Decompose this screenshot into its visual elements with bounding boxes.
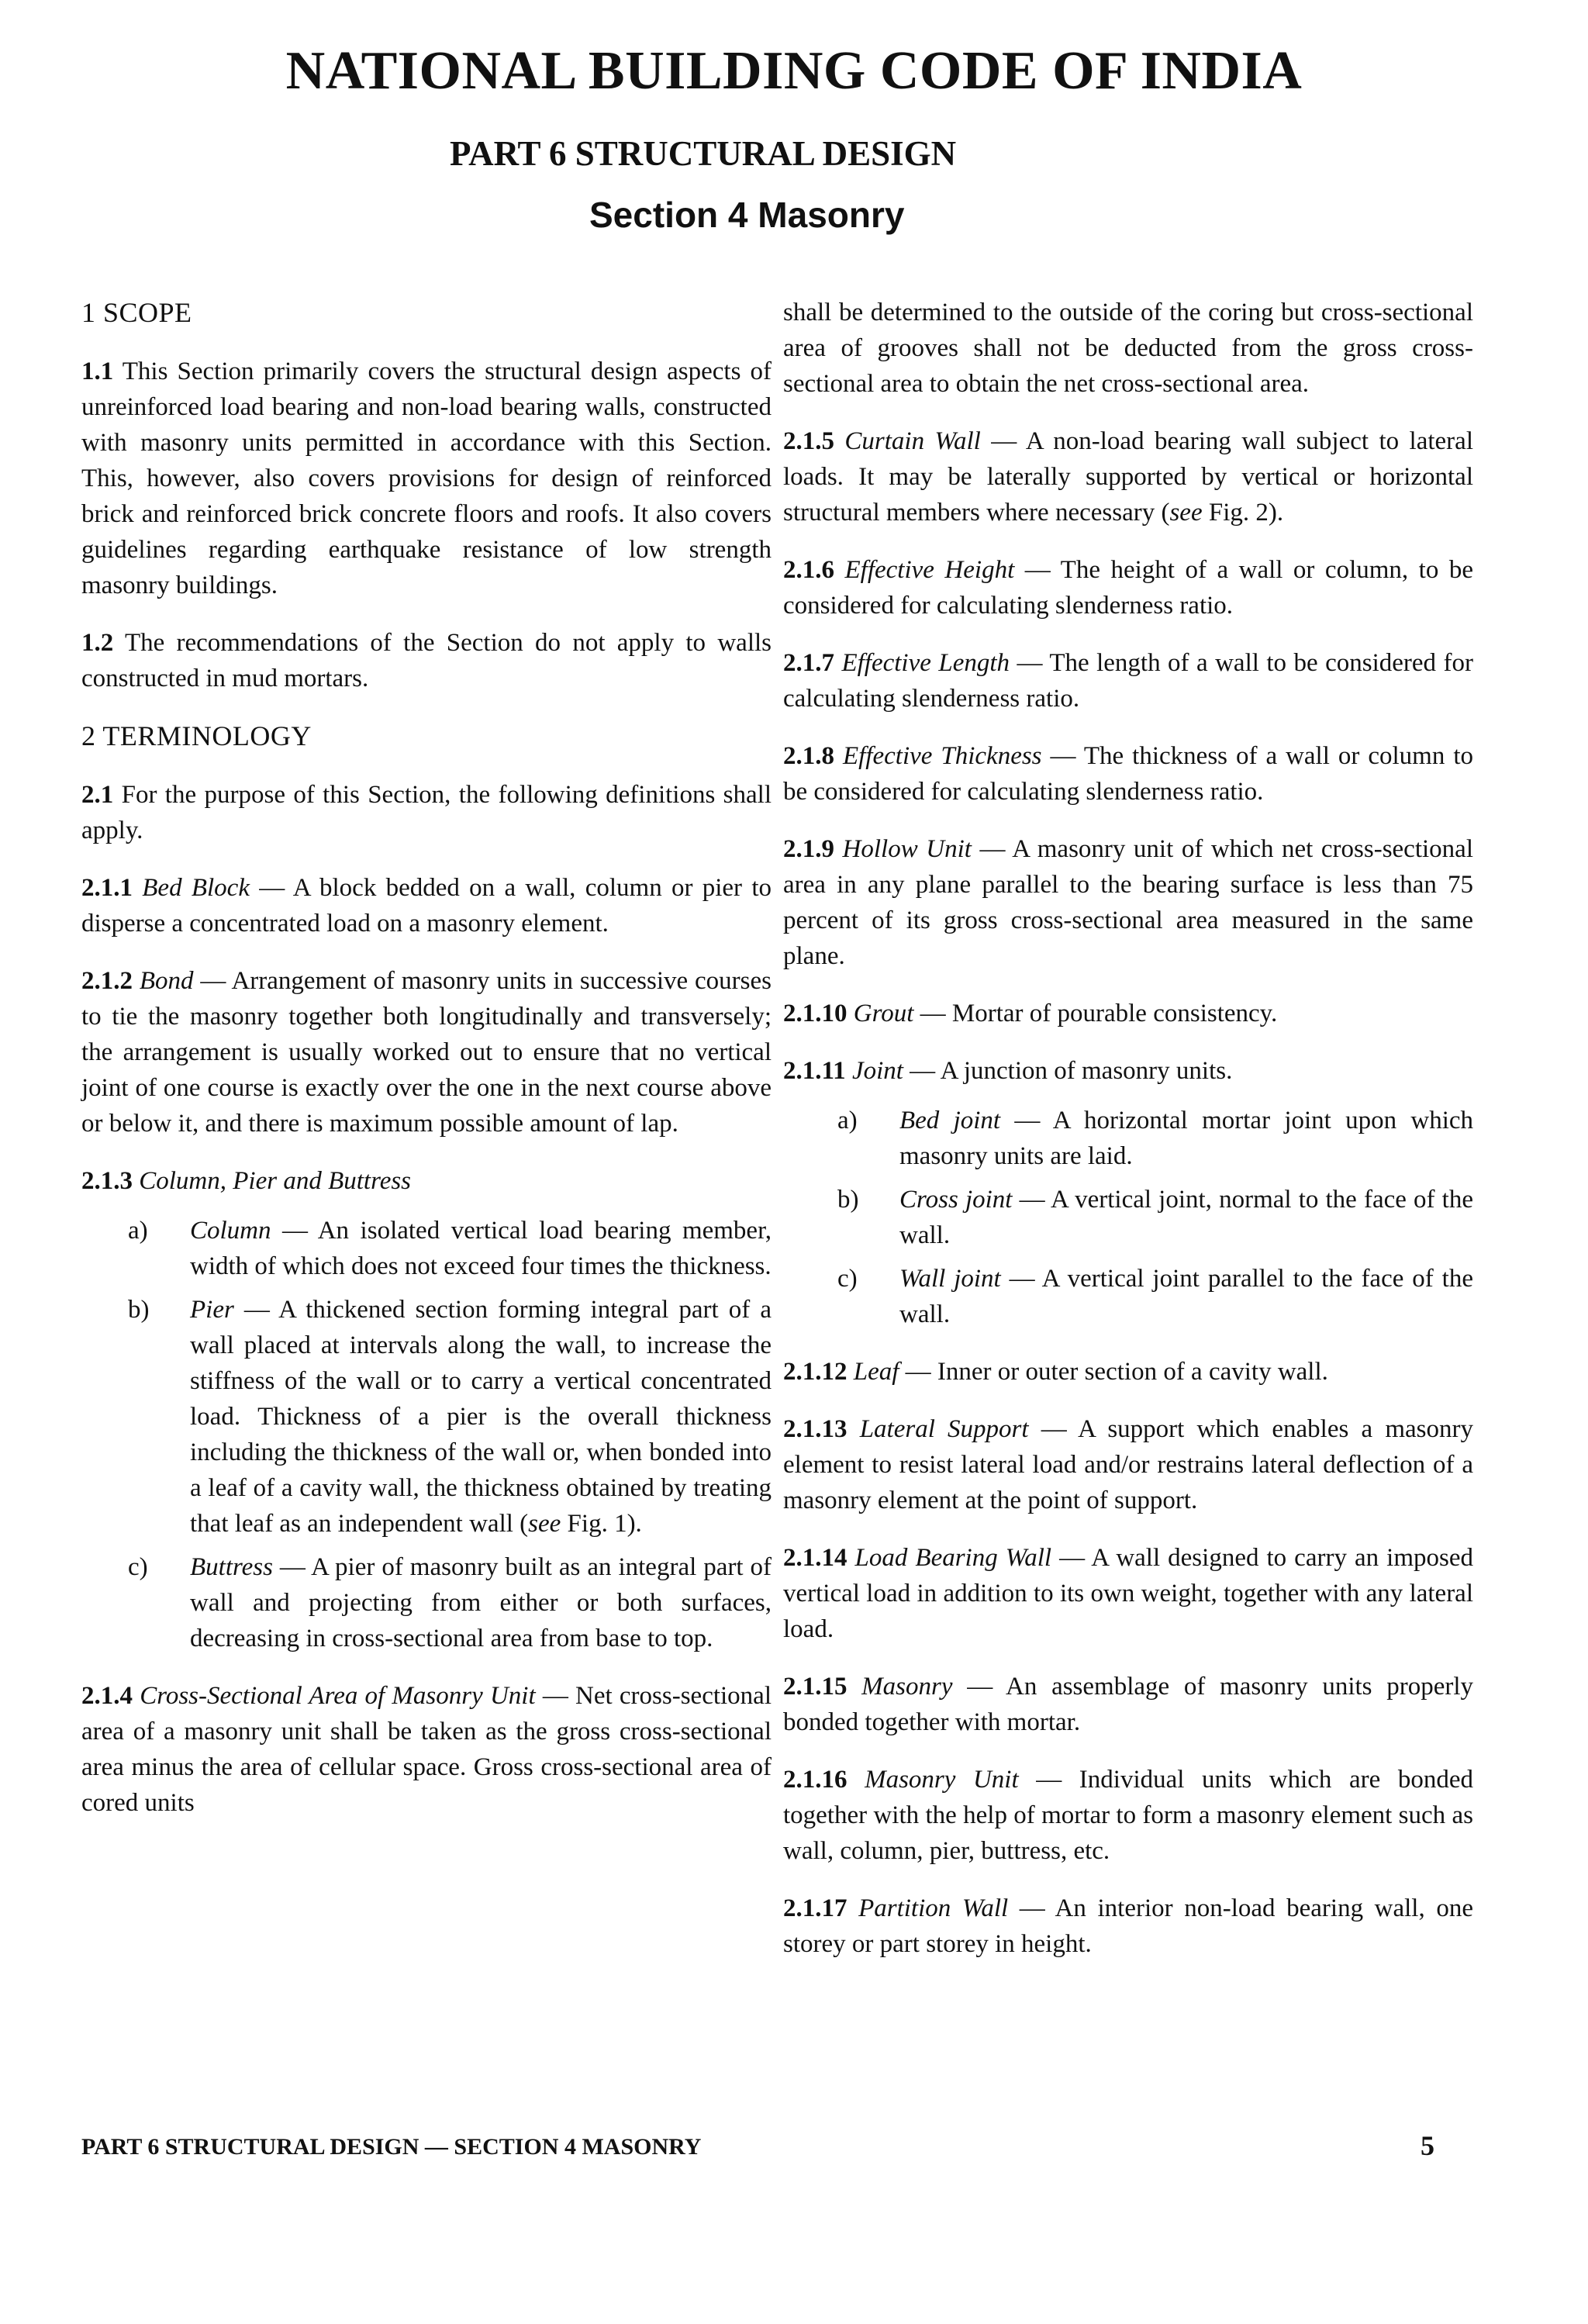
clause-2-1-15: 2.1.15 Masonry — An assemblage of masonry units properly bonded together with mortar.: [783, 1673, 1474, 1736]
joint-types-list: [783, 1103, 1473, 1332]
clause-2-1: 2.1 For the purpose of this Section, the following definitions shall apply.: [81, 781, 772, 844]
running-footer: PART 6 STRUCTURAL DESIGN — SECTION 4 MASONRY: [81, 2134, 702, 2160]
clause-2-1-7: 2.1.7 Effective Length — The length of a wall to be considered for calculating slenderness ratio.: [783, 649, 1473, 713]
clause-2-1-4: 2.1.4 Cross-Sectional Area of Masonry Unit — Net cross-sectional area of a masonry unit shall be taken as the gross cross-sectional area minus the area of cellular space. Gross cross-sectional area of cored units: [81, 1682, 772, 1817]
clause-2-1-4-continued: shall be determined to the outside of the coring but cross-sectional area of grooves shall not be deducted from the gross cross-sectional area to obtain the net cross-sectional area.: [783, 299, 1473, 398]
clause-2-1-3: 2.1.3 Column, Pier and Buttress: [81, 1167, 412, 1195]
clause-2-1-14: 2.1.14 Load Bearing Wall — A wall designed to carry an imposed vertical load in addition to its own weight, together with any lateral load.: [783, 1544, 1473, 1643]
list-item: a) Bed joint — A horizontal mortar joint upon which masonry units are laid.: [837, 1107, 1474, 1170]
clause-1-1: 1.1 This Section primarily covers the structural design aspects of unreinforced load bearing and non-load bearing walls, constructed with masonry units permitted in accordance with this Section. This, however, also covers provisions for design of reinforced brick and reinforced brick concrete floors and roofs. It also covers guidelines regarding earthquake resistance of low strength masonry buildings.: [81, 357, 772, 599]
clause-2-1-16: 2.1.16 Masonry Unit — Individual units which are bonded together with the help of mortar to form a masonry element such as wall, column, pier, buttress, etc.: [783, 1766, 1473, 1865]
page-number: 5: [1421, 2130, 1434, 2161]
clause-2-1-6: 2.1.6 Effective Height — The height of a wall or column, to be considered for calculating slenderness ratio.: [783, 556, 1473, 620]
clause-2-1-10: 2.1.10 Grout — Mortar of pourable consistency.: [783, 1000, 1278, 1027]
list-item: b) Pier — A thickened section forming integral part of a wall placed at intervals along the wall, to increase the stiffness of the wall or to carry a vertical concentrated load. Thickness of a pier is the overall thickness including the thickness of the wall or, when bonded into a leaf of a cavity wall, the thickness obtained by treating that leaf as an independent wall (see Fig. 1).: [128, 1296, 772, 1538]
clause-2-1-12: 2.1.12 Leaf — Inner or outer section of a cavity wall.: [783, 1358, 1328, 1386]
list-item: b) Cross joint — A vertical joint, normal to the face of the wall.: [837, 1186, 1473, 1249]
clause-2-1-17: 2.1.17 Partition Wall — An interior non-load bearing wall, one storey or part storey in height.: [783, 1894, 1473, 1958]
heading-scope: 1 SCOPE: [81, 297, 192, 328]
left-column: [81, 295, 772, 1842]
clause-2-1-11: 2.1.11 Joint — A junction of masonry units.: [783, 1057, 1233, 1085]
column-pier-buttress-list: [81, 1213, 772, 1656]
clause-2-1-8: 2.1.8 Effective Thickness — The thickness of a wall or column to be considered for calculating slenderness ratio.: [783, 742, 1473, 806]
part-title: PART 6 STRUCTURAL DESIGN: [450, 134, 957, 173]
list-item: c) Buttress — A pier of masonry built as an integral part of wall and projecting from either or both surfaces, decreasing in cross-sectional area from base to top.: [128, 1553, 772, 1652]
clause-2-1-5: 2.1.5 Curtain Wall — A non-load bearing wall subject to lateral loads. It may be laterally supported by vertical or horizontal structural members where necessary (see Fig. 2).: [783, 427, 1473, 527]
right-column: [783, 295, 1473, 1984]
clause-2-1-1: 2.1.1 Bed Block — A block bedded on a wall, column or pier to disperse a concentrated load on a masonry element.: [81, 874, 772, 938]
clause-2-1-2: 2.1.2 Bond — Arrangement of masonry units in successive courses to tie the masonry together both longitudinally and transversely; the arrangement is usually worked out to ensure that no vertical joint of one course is exactly over the one in the next course above or below it, and there is maximum possible amount of lap.: [81, 967, 772, 1138]
section-title: Section 4 Masonry: [589, 195, 905, 235]
clause-2-1-13: 2.1.13 Lateral Support — A support which enables a masonry element to resist lateral load and/or restrains lateral deflection of a masonry element at the point of support.: [783, 1415, 1473, 1514]
list-item: a) Column — An isolated vertical load bearing member, width of which does not exceed four times the thickness.: [128, 1217, 772, 1280]
page-title: NATIONAL BUILDING CODE OF INDIA: [285, 41, 1303, 101]
heading-terminology: 2 TERMINOLOGY: [81, 720, 312, 751]
clause-2-1-9: 2.1.9 Hollow Unit — A masonry unit of which net cross-sectional area in any plane parallel to the bearing surface is less than 75 percent of its gross cross-sectional area measured in the same plane.: [783, 835, 1473, 970]
clause-1-2: 1.2 The recommendations of the Section do not apply to walls constructed in mud mortars.: [81, 629, 772, 692]
list-item: c) Wall joint — A vertical joint parallel to the face of the wall.: [837, 1265, 1473, 1328]
